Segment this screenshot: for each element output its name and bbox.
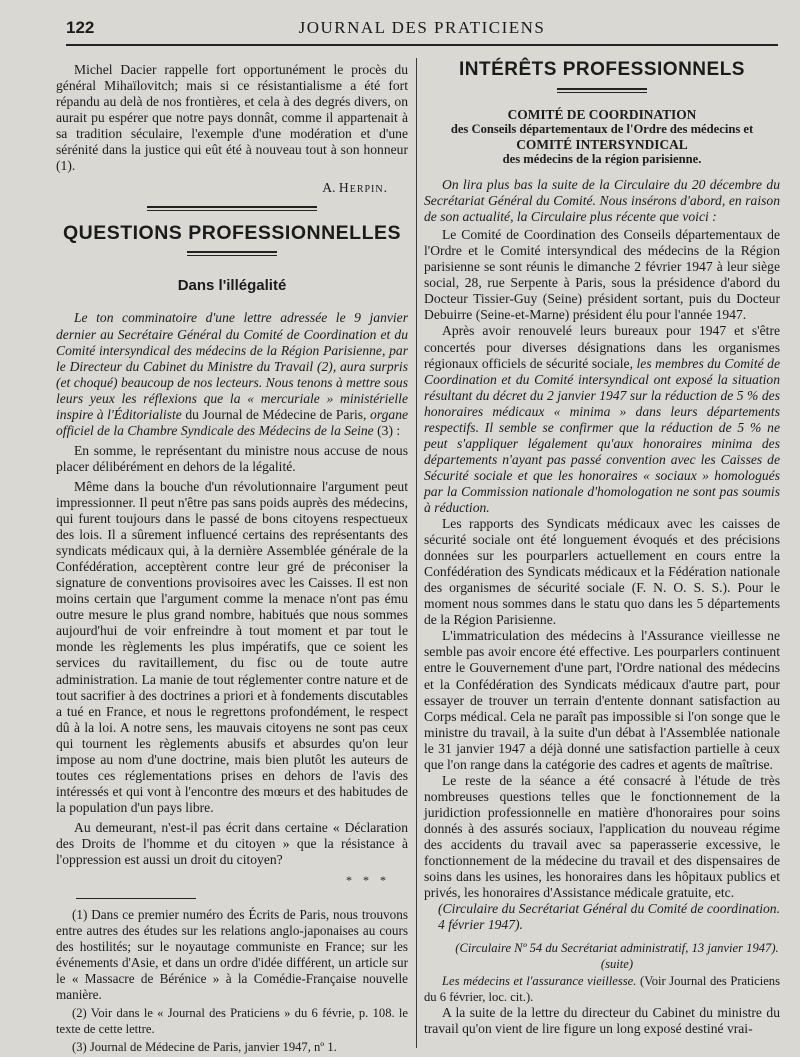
org-heading-3: COMITÉ INTERSYNDICAL xyxy=(516,137,688,153)
note-line: Les médecins et l'assurance vieillesse. (Voir Journal des Praticiens du 6 février, loc. cit.). xyxy=(424,974,781,1004)
article-title: Dans l'illégalité xyxy=(177,277,287,295)
left-column xyxy=(56,62,408,1056)
italic-intro: Le ton comminatoire d'une lettre adressée le 9 janvier dernier au Secrétaire Général du Comité de Coordination et du Comité intersyndical des médecins de la Région Parisienne, par le Directeur du Cabinet du Ministre du Travail (2), aura surpris (et choqué) beaucoup de nos lecteurs. Nous tenons à mettre sous leurs yeux les réflexions que la « mercuriale » ministérielle inspire à l'Éditorialiste du Journal de Médecine de Paris, organe officiel de la Chambre Syndicale des Médecins de la Seine (3) : xyxy=(56,310,409,438)
right-column xyxy=(424,59,781,1037)
title-rule xyxy=(187,251,277,256)
footnote-1: (1) Dans ce premier numéro des Écrits de Paris, nous trouvons entre autres des études sur les relations anglo-japonaises au cours des hostilités; sur le noyautage communiste en France; sur les événements d'Asie, et dans un ordre d'idée différent, un article sur le « Massacre de Bérénice » à la Comédie-Française nouvelle manière. xyxy=(56,907,408,1003)
signature-initial: A. xyxy=(322,180,336,196)
section-title-interets: INTÉRÊTS PROFESSIONNELS xyxy=(459,59,745,80)
body-paragraph: Même dans la bouche d'un révolutionnaire l'argument peut impressionner. Il peut n'être pas sans poids auprès des médecins, qui furent toujours dans le passé de bons citoyens respectueux des lois. Il a sûrement influencé certains des représentants des syndicats médicaux qui, à la dernière Assemblée générale de la Confédération, acceptèrent contre leur gré de préconiser la signature de conventions provisoires avec les Caisses. Il est non moins certain que l'argument comme la menace n'ont pas ému outre mesure le plus grand nombre, habitués que nous sommes aujourd'hui de voir enfreindre à tout moment et par tout le monde les règlements les plus impératifs, que ce soient les services du ravitaillement, du fisc ou de toute autre administration. La manie de tout réglementer contre nature et de tout sacrifier à des doctrines a priori et à fondements discutables a tué en France, et nous le regrettons profondément, le respect dû à la loi. A notre sens, les mauvais citoyens ne sont pas ceux qui tournent les règlements abusifs et absurdes qu'on leur impose au nom d'une doctrine, mais bien plutôt les auteurs de toutes ces réglementations prises en dehors de l'avis des intéressés et qui vont à l'encontre des mœurs et des habitudes de la population d'un pays libre. xyxy=(56,478,408,815)
intro-paragraph: Michel Dacier rappelle fort opportunément le procès du général Mihaïlovitch; mais si ce résistantialisme a été fort répandu au delà de nos frontières, et cela à des degrés divers, on aurait pu espérer que notre pays donnât, comme il appartenait à sa tradition séculaire, l'exemple d'une modération et d'une sérénité dans la justice qui eût été à nouveau tout à son honneur (1). xyxy=(56,62,408,174)
body-paragraph: Au demeurant, n'est-il pas écrit dans certaine « Déclaration des Droits de l'homme et du citoyen » que la résistance à l'oppression est aussi un droit du citoyen? xyxy=(56,819,408,868)
body-paragraph: L'immatriculation des médecins à l'Assurance vieillesse ne semble pas avoir encore été effective. Les pourparlers continuent entre le Gouvernement d'une part, l'Ordre national des médecins et la Confédération des Syndicats médicaux d'autre part, pour essayer de trouver un terrain d'entente donnant satisfaction au Corps médical. Cela ne paraît pas impossible si l'on songe que le ministre du travail, à la suite d'un débat à l'Assemblée nationale le 31 janvier 1947 a déjà donné une satisfaction partielle à ceux que l'on range dans la catégorie des cadres et agents de maîtrise. xyxy=(424,628,780,772)
body-paragraph: A la suite de la lettre du directeur du Cabinet du ministre du travail qu'on vient de lire figure un long exposé destiné vrai- xyxy=(424,1005,780,1037)
circular-title: (Circulaire Nº 54 du Secrétariat administratif, 13 janvier 1947). (suite) xyxy=(455,941,779,971)
citation: (Circulaire du Secrétariat Général du Comité de coordination. 4 février 1947). xyxy=(438,901,780,933)
footnote-3: (3) Journal de Médecine de Paris, janvier 1947, nº 1. xyxy=(72,1040,337,1055)
intro-italic: On lira plus bas la suite de la Circulaire du 20 décembre du Secrétariat Général du Comité. Nous insérons d'abord, en raison de son actualité, la Circulaire plus récente que voici : xyxy=(424,177,780,225)
org-heading-2: des Conseils départementaux de l'Ordre des médecins et xyxy=(450,122,754,137)
body-paragraph: Après avoir renouvelé leurs bureaux pour 1947 et s'être concertés pour diverses désignations dans les organismes régionaux officiels de sécurité sociale, les membres du Comité de Coordination et du Comité intersyndical ont exposé la situation résultant du décret du 2 janvier 1947 sur la réduction de 5 % des honoraires médicaux « minima » dans leurs départements respectifs. Il semble se confirmer que la réduction de 5 % ne peut s'appliquer légalement qu'aux honoraires minima des départements n'ayant pas passé convention avec les Caisses de Sécurité sociale et que les honoraires « sociaux » homologués par la Commission nationale d'homologation ne sont pas soumis à réduction. xyxy=(424,323,780,515)
page-number: 122 xyxy=(66,18,95,37)
body-paragraph: Le reste de la séance a été consacré à l'étude de très nombreuses questions telles que le fonctionnement de la juridiction professionnelle en matière d'honoraires pour soins donnés à des assurés sociaux, l'application du nouveau régime des accidents du travail avec sa paperasserie excessive, le fonctionnement de la médecine du travail et des dispensaires de soins dans les usines, les honoraires dans les hôpitaux publics et privés, les honoraires d'Assistance médicale gratuite, etc. xyxy=(424,772,780,901)
footnote-rule xyxy=(76,898,196,899)
page-header xyxy=(66,14,778,46)
section-title-questions: QUESTIONS PROFESSIONNELLES xyxy=(62,222,402,245)
journal-title: JOURNAL DES PRATICIENS xyxy=(298,18,546,37)
section-stars: * * * xyxy=(346,873,390,888)
title-rule xyxy=(557,88,647,93)
signature-name: Herpin. xyxy=(338,180,388,196)
org-heading-1: COMITÉ DE COORDINATION xyxy=(507,107,697,123)
body-paragraph: Les rapports des Syndicats médicaux avec les caisses de sécurité sociale ont été longuement évoqués et des précisions données sur les pourparlers actuellement en cours entre la Confédération des Syndicats médicaux et la Fédération nationale des organismes de sécurité sociale (F. N. O. S. S.). Pour le moment nous sommes dans le statu quo dans les 5 départements de la Région Parisienne. xyxy=(424,516,780,628)
body-paragraph: Le Comité de Coordination des Conseils départementaux de l'Ordre et le Comité intersyndical des médecins de la Région parisienne se sont réunis le dimanche 2 février 1947 à leur siège social, 28, rue Serpente à Paris, sous la présidence d'abord du Docteur Tissier-Guy (Seine) président sortant, puis du Docteur Debuirre (Seine-et-Marne) président élu pour l'année 1947. xyxy=(424,227,780,323)
section-rule xyxy=(147,206,317,211)
body-paragraph: En somme, le représentant du ministre nous accuse de nous placer délibérément en dehors de la légalité. xyxy=(56,442,408,474)
org-heading-4: des médecins de la région parisienne. xyxy=(502,152,702,167)
column-divider xyxy=(416,58,417,1048)
signature xyxy=(56,180,408,196)
footnote-2: (2) Voir dans le « Journal des Praticiens » du 6 févrie, p. 108. le texte de cette lettre. xyxy=(56,1006,408,1036)
